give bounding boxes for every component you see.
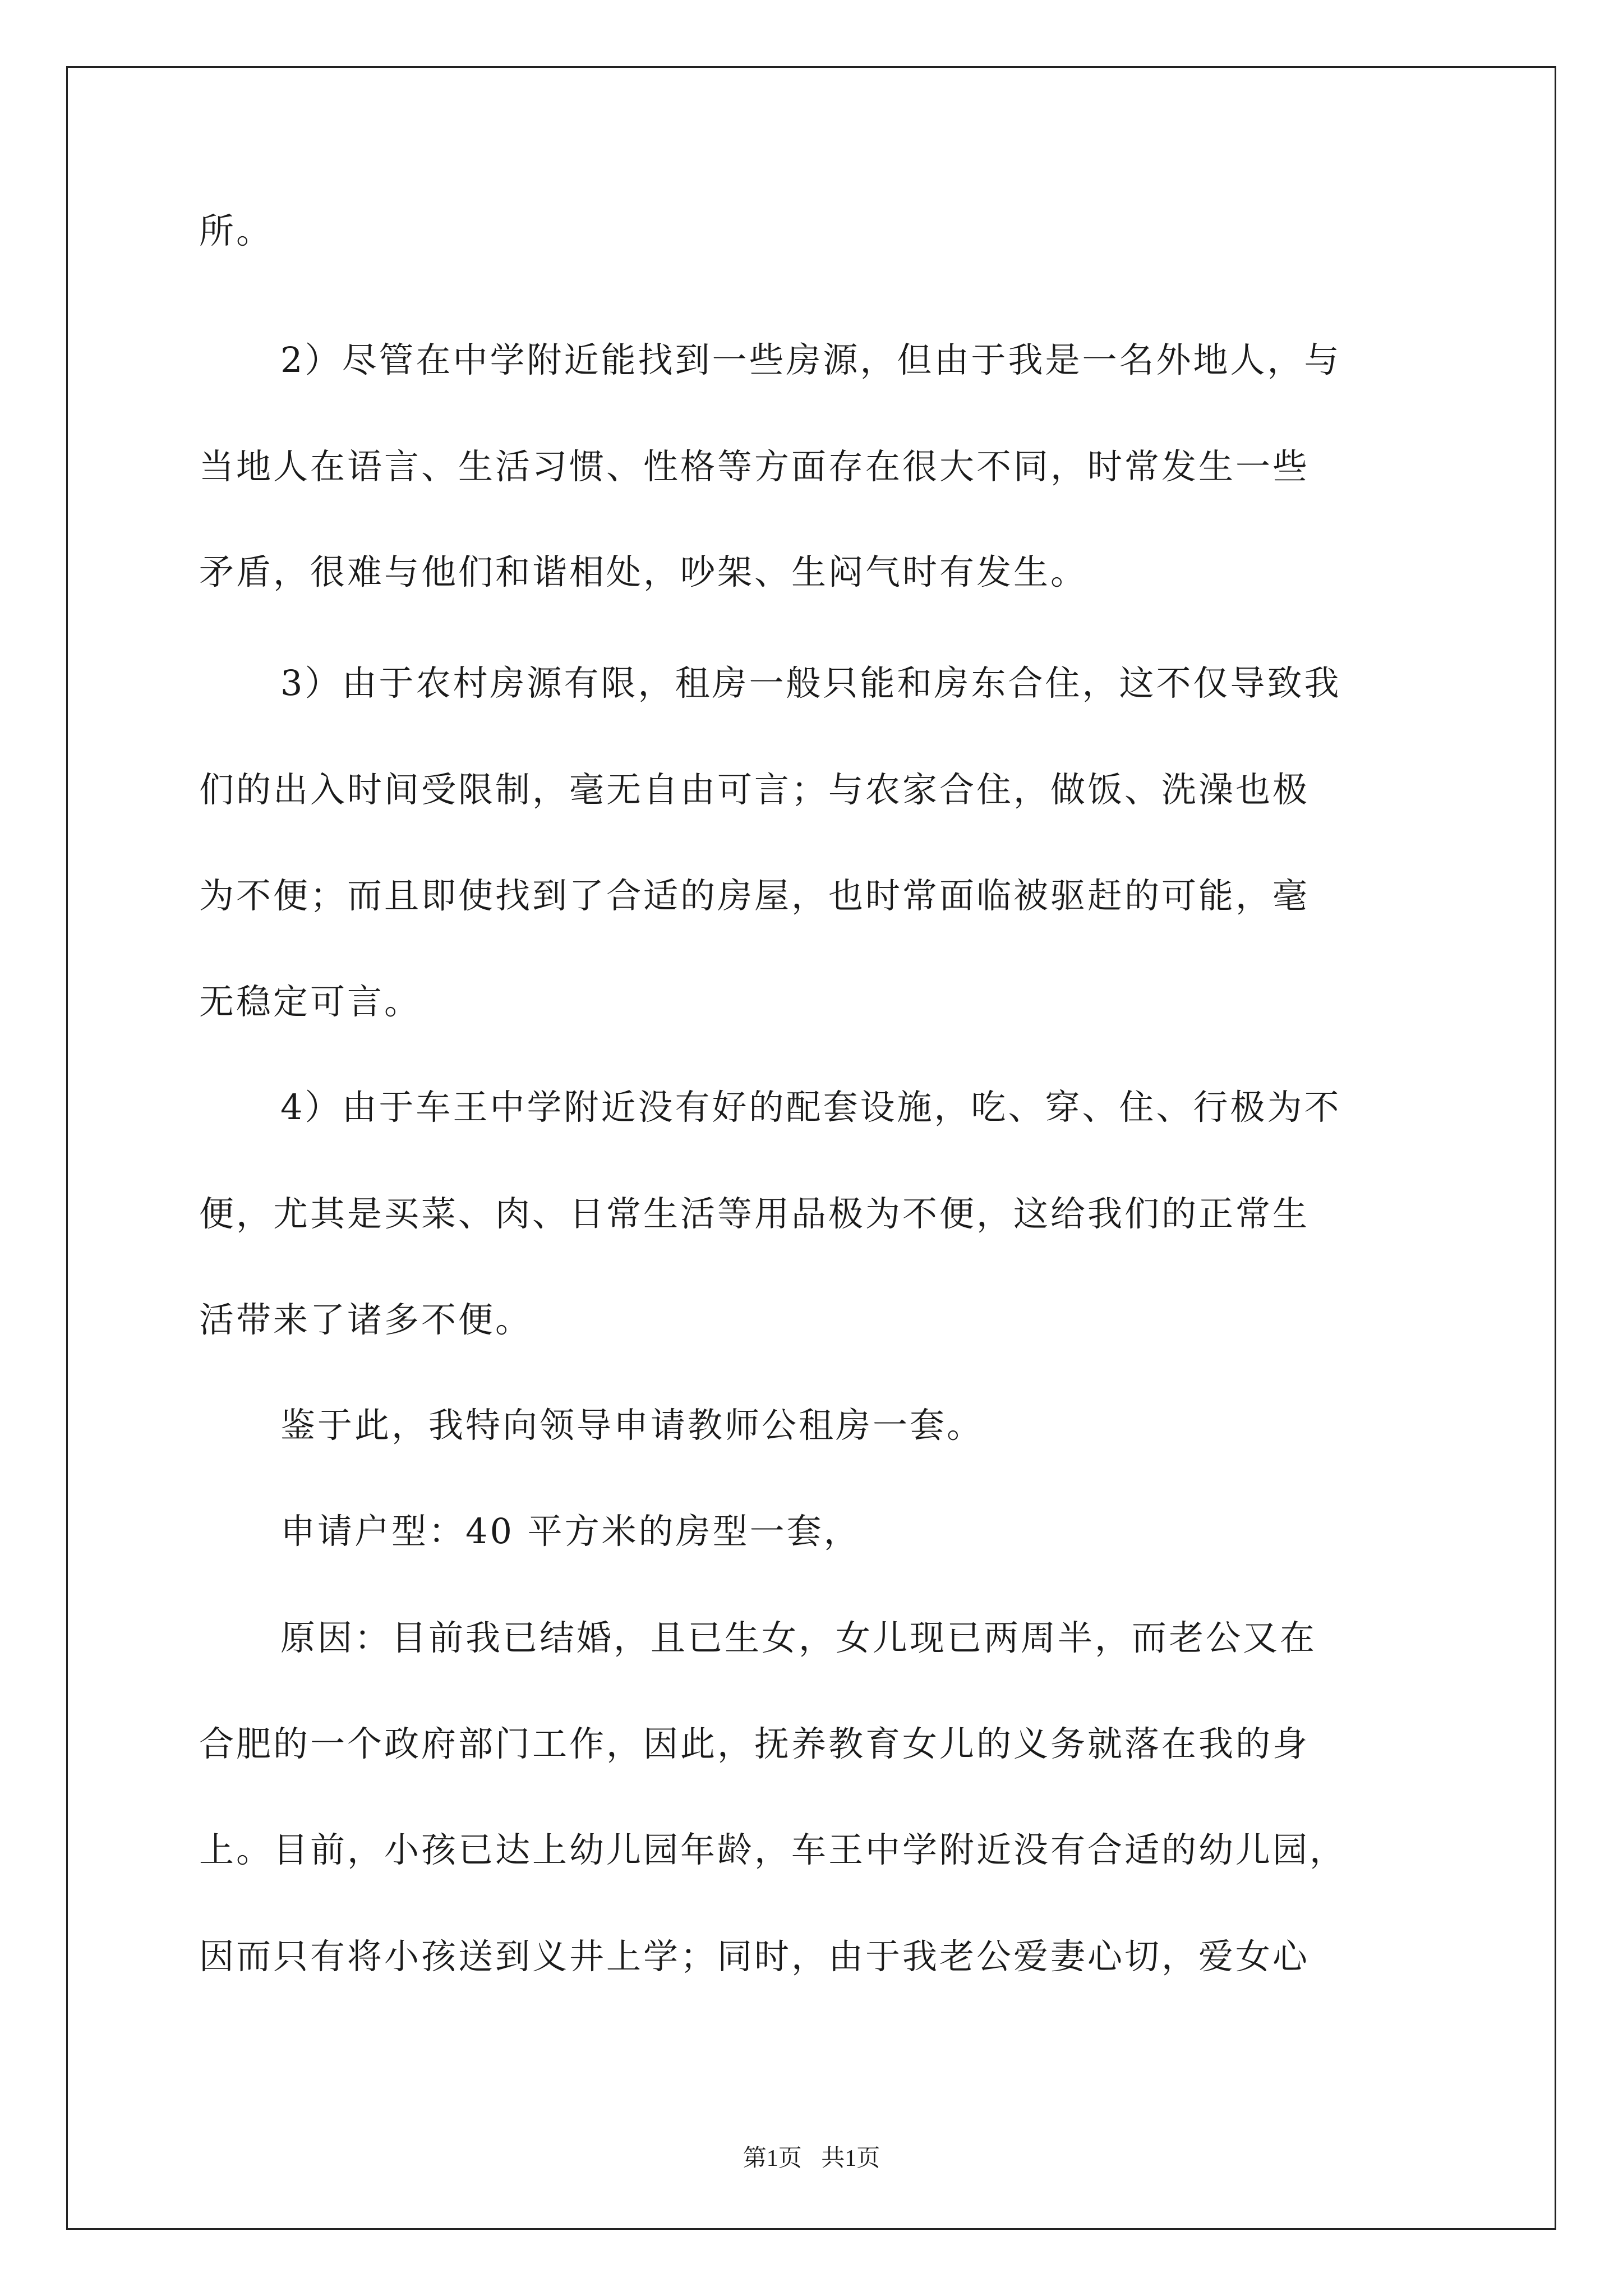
text-line: 为不便；而且即使找到了合适的房屋，也时常面临被驱赶的可能，毫 <box>199 875 1310 916</box>
text-line: 所。 <box>199 210 274 251</box>
page-footer <box>0 2143 1623 2174</box>
text-line: 无稳定可言。 <box>199 981 422 1022</box>
text-line: 当地人在语言、生活习惯、性格等方面存在很大不同，时常发生一些 <box>199 446 1310 487</box>
text-line: 申请户型：40 平方米的房型一套， <box>280 1511 861 1552</box>
text-line: 矛盾，很难与他们和谐相处，吵架、生闷气时有发生。 <box>199 551 1088 592</box>
text-line: 4）由于车王中学附近没有好的配套设施，吃、穿、住、行极为不 <box>280 1087 1341 1128</box>
text-line: 鉴于此，我特向领导申请教师公租房一套。 <box>280 1405 984 1446</box>
text-line: 上。目前，小孩已达上幼儿园年龄，车王中学附近没有合适的幼儿园， <box>199 1829 1347 1870</box>
page-number-total: 共1页 <box>821 2146 880 2171</box>
page-number-current: 第1页 <box>743 2146 802 2171</box>
page-border <box>66 66 1556 2230</box>
text-line: 因而只有将小孩送到义井上学；同时，由于我老公爱妻心切，爱女心 <box>199 1936 1310 1977</box>
text-line: 合肥的一个政府部门工作，因此，抚养教育女儿的义务就落在我的身 <box>199 1723 1310 1764</box>
text-line: 2）尽管在中学附近能找到一些房源，但由于我是一名外地人，与 <box>280 339 1341 380</box>
text-line: 3）由于农村房源有限，租房一般只能和房东合住，这不仅导致我 <box>280 662 1341 703</box>
text-line: 们的出入时间受限制，毫无自由可言；与农家合住，做饭、洗澡也极 <box>199 769 1310 810</box>
text-line: 便，尤其是买菜、肉、日常生活等用品极为不便，这给我们的正常生 <box>199 1193 1310 1234</box>
text-line: 原因：目前我已结婚，且已生女，女儿现已两周半，而老公又在 <box>280 1617 1317 1658</box>
text-line: 活带来了诸多不便。 <box>199 1299 533 1340</box>
